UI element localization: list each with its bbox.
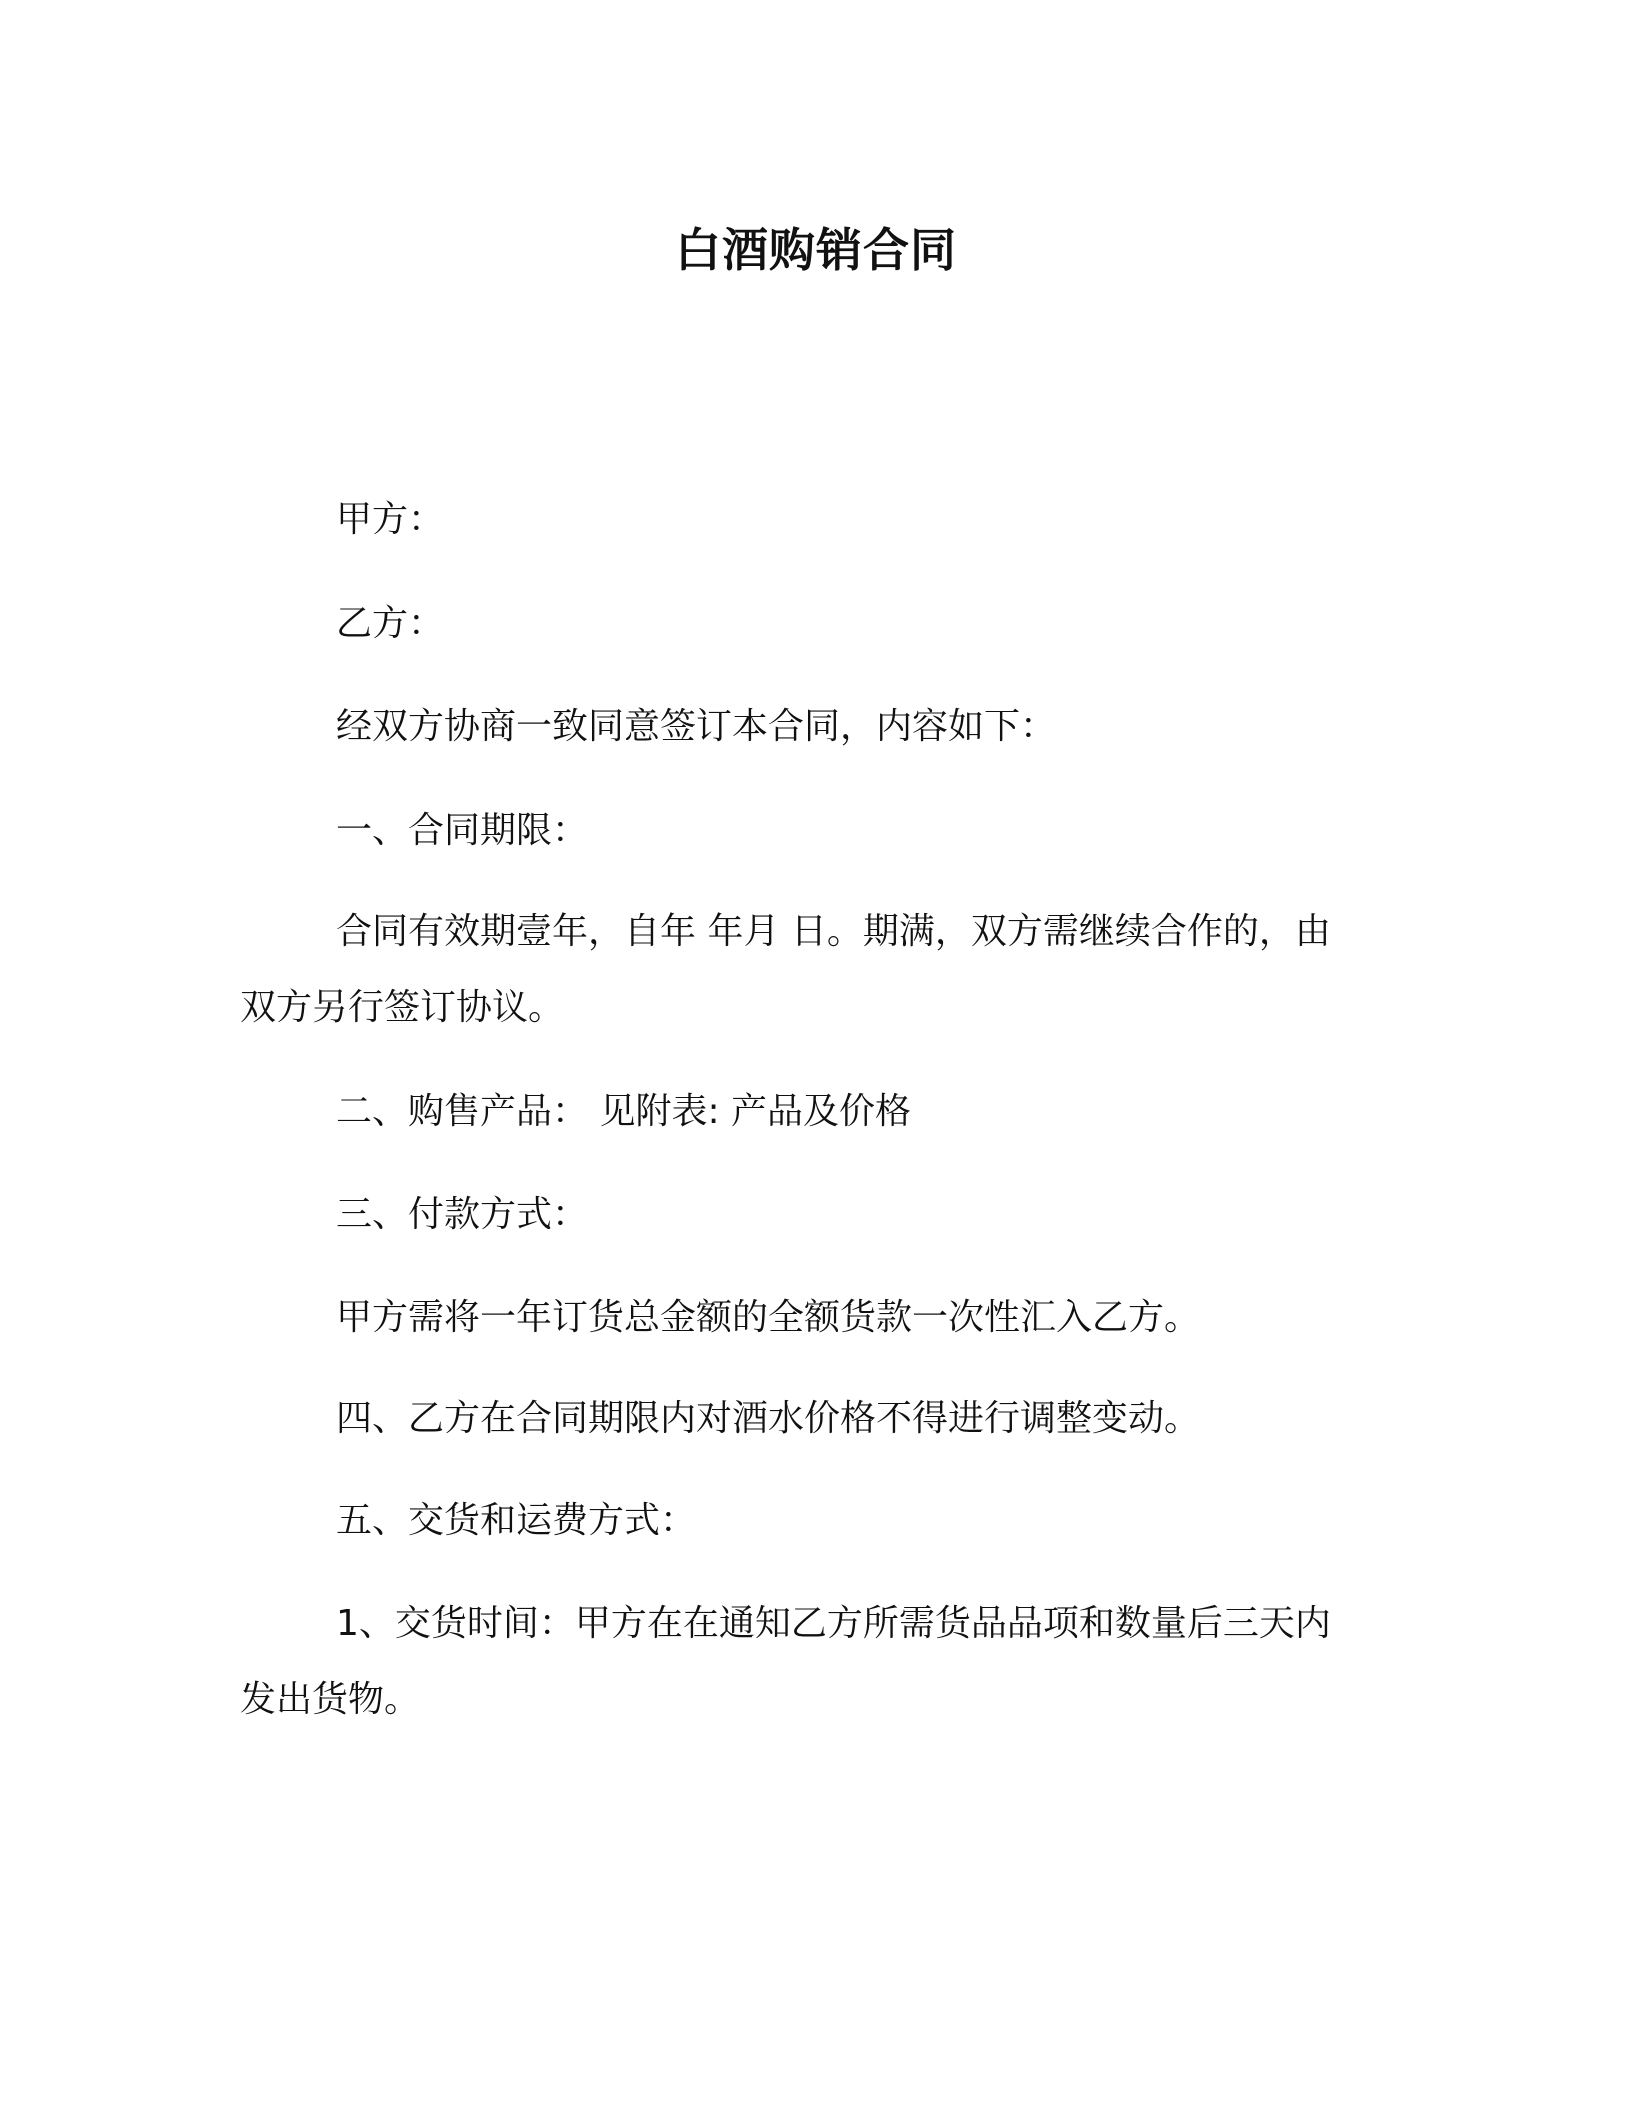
party-b-line: 乙方： (336, 603, 445, 644)
section-1-heading: 一、合同期限： (336, 810, 589, 851)
section-5-item-1-line-2: 发出货物。 (240, 1679, 421, 1720)
intro-paragraph: 经双方协商一致同意签订本合同，内容如下： (336, 706, 1057, 747)
section-5-heading: 五、交货和运费方式： (336, 1500, 697, 1541)
section-2-heading: 二、购售产品： 见附表: 产品及价格 (336, 1091, 912, 1132)
section-4-heading: 四、乙方在合同期限内对酒水价格不得进行调整变动。 (336, 1398, 1201, 1439)
section-3-heading: 三、付款方式： (336, 1194, 589, 1235)
section-1-body-line-1: 合同有效期壹年，自年 年月 日。期满，双方需继续合作的，由 (336, 911, 1331, 952)
section-1-body-line-2: 双方另行签订协议。 (240, 987, 565, 1028)
section-3-body: 甲方需将一年订货总金额的全额货款一次性汇入乙方。 (336, 1297, 1201, 1338)
document-title: 白酒购销合同 (675, 223, 957, 277)
section-5-item-1-line-1: 1、交货时间：甲方在在通知乙方所需货品品项和数量后三天内 (336, 1603, 1331, 1644)
party-a-line: 甲方： (336, 499, 445, 540)
